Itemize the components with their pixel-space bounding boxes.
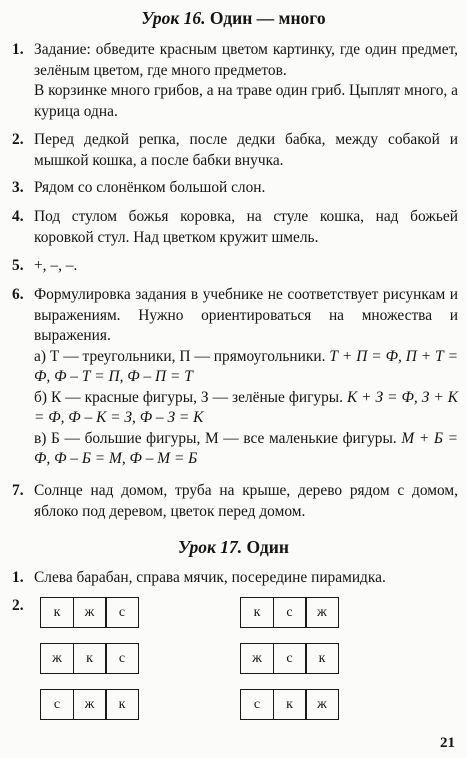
item-text: Перед дедкой репка, после дедки бабка, между собакой и мышкой кошка, а после бабки внучка. <box>34 131 458 169</box>
page-number: 21 <box>440 735 455 751</box>
item-number: 2. <box>12 597 24 614</box>
item-text: Рядом со слонёнком большой слон. <box>34 179 266 196</box>
lesson16-title-rest: Один — много <box>205 8 326 28</box>
item-text: Под стулом божья коровка, на стуле кошка, над божьей коровкой стул. Над цветком кружит шмель. <box>34 208 458 246</box>
grid-cell: ж <box>73 597 107 628</box>
item-text: Солнце над домом, труба на крыше, дерево рядом с домом, яблоко под деревом, цветок перед домом. <box>34 482 458 520</box>
item-number: 1. <box>12 41 24 58</box>
grid-cell: ж <box>240 643 274 674</box>
item-number: 6. <box>12 286 24 303</box>
lesson17-title-rest: Один <box>242 537 289 557</box>
lesson16-title-prefix: Урок 16. <box>141 8 206 28</box>
lesson16-item-4 <box>12 207 458 248</box>
lesson17-item-1 <box>12 568 458 589</box>
grid-cell: к <box>73 643 107 674</box>
grid-cell: ж <box>73 689 107 720</box>
grid-cell: с <box>40 689 74 720</box>
item-6-part-a: а) Т — треугольники, П — прямоугольники. Т + П = Ф, П + Т = Ф, Ф – Т = П, Ф – П = Т <box>34 347 458 385</box>
letter-grid <box>40 597 138 628</box>
lesson16-item-2 <box>12 130 458 171</box>
item-number: 7. <box>12 482 24 499</box>
grid-cell: ж <box>305 597 339 628</box>
lesson16-item-5 <box>12 256 458 277</box>
grid-cell: к <box>273 689 307 720</box>
lesson16-item-3 <box>12 178 458 199</box>
grid-cell: с <box>273 597 307 628</box>
lesson17-title <box>0 537 467 558</box>
letter-grid <box>240 597 338 628</box>
grid-cell: с <box>105 643 139 674</box>
grid-cell: к <box>40 597 74 628</box>
lesson16-item-7 <box>12 481 458 522</box>
grid-cell: с <box>240 689 274 720</box>
lesson16-title <box>0 8 467 29</box>
item-text: В корзинке много грибов, а на траве один гриб. Цыплят много, а курица одна. <box>34 82 458 120</box>
grid-cell: к <box>105 689 139 720</box>
item-6-part-b: б) К — красные фигуры, З — зелёные фигуры. К + З = Ф, З + К = Ф, Ф – К = З, Ф – З = К <box>34 388 458 426</box>
item-number: 3. <box>12 179 24 196</box>
item-text: Слева барабан, справа мячик, посередине пирамидка. <box>34 569 386 586</box>
item-number: 4. <box>12 208 24 225</box>
grid-cell: к <box>240 597 274 628</box>
item-text: Задание: обведите красным цветом картинку, где один предмет, зелёным цветом, где много предметов. <box>34 41 458 79</box>
item-number: 2. <box>12 131 24 148</box>
grid-cell: ж <box>40 643 74 674</box>
letter-grid <box>40 643 138 674</box>
letter-grid <box>240 643 338 674</box>
grid-cell: с <box>273 643 307 674</box>
grid-cell: ж <box>305 689 339 720</box>
grid-cell: с <box>105 597 139 628</box>
lesson16-item-1 <box>12 40 458 122</box>
item-text: Формулировка задания в учебнике не соответствует рисункам и выражениям. Нужно ориентироваться на множества и выражения. <box>34 286 458 344</box>
item-number: 5. <box>12 257 24 274</box>
item-6-part-c: в) Б — большие фигуры, М — все маленькие фигуры. М + Б = Ф, Ф – Б = М, Ф – М = Б <box>34 429 458 467</box>
item-number: 1. <box>12 569 24 586</box>
letter-grid <box>40 689 138 720</box>
item-text: +, –, –. <box>34 257 78 274</box>
lesson16-item-6 <box>12 285 458 470</box>
lesson17-title-prefix: Урок 17. <box>178 537 243 557</box>
grid-cell: к <box>305 643 339 674</box>
letter-grid <box>240 689 338 720</box>
